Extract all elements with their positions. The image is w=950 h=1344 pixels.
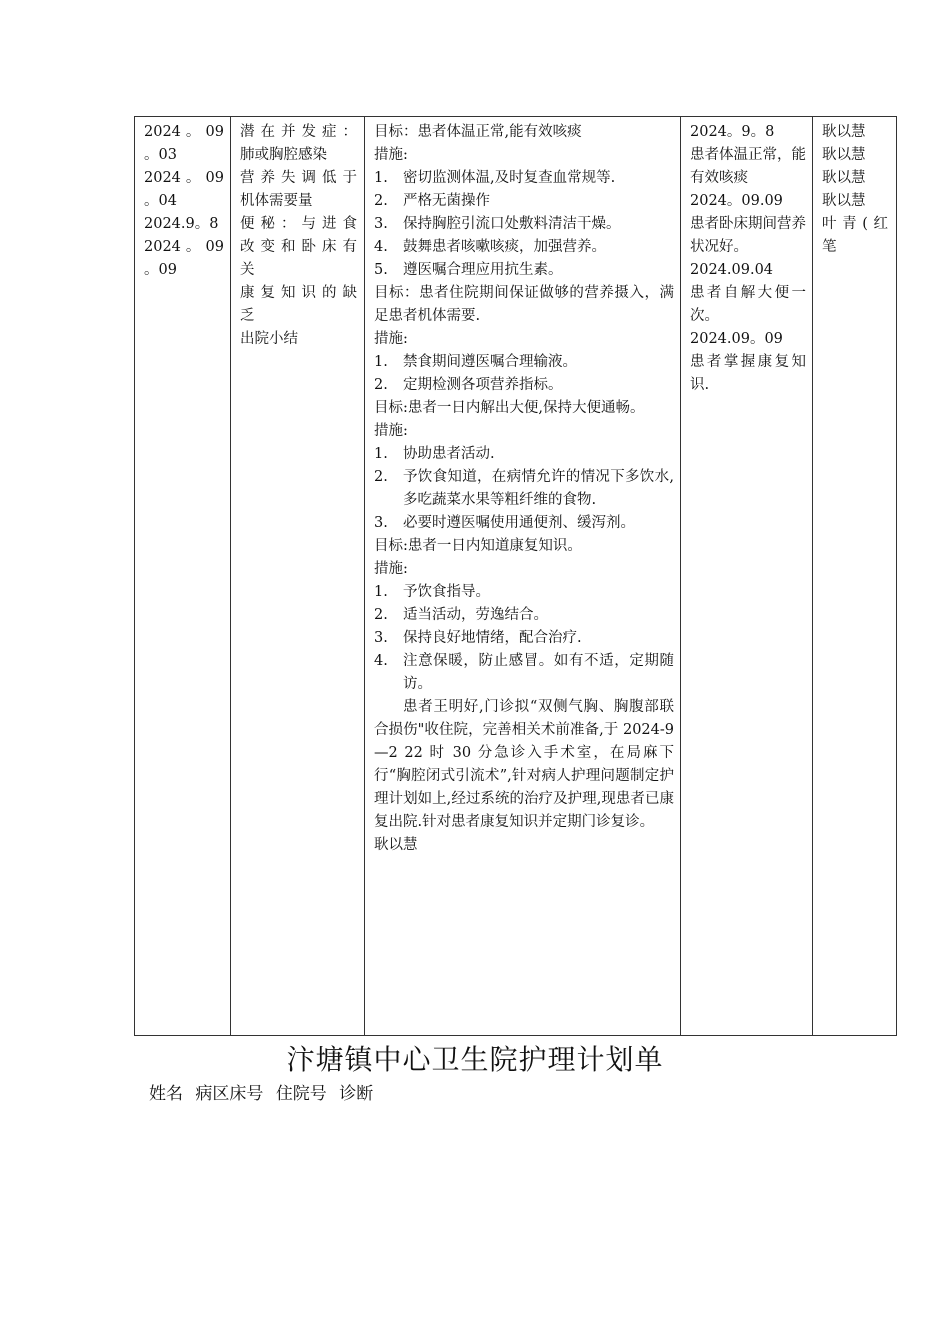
date-cell: 2024.9。8: [144, 216, 219, 232]
goal-text: 目标：患者体温正常,能有效咳痰: [374, 124, 582, 140]
measure-text: 注意保暖，防止感冒。如有不适，定期随访。: [403, 653, 674, 692]
measure-text: 予饮食指导。: [403, 584, 490, 600]
measure-number: 2.: [374, 607, 388, 623]
measure-number: 2.: [374, 193, 388, 209]
problem-line: 出院小结: [240, 331, 298, 347]
nurse-signature: 耿以慧: [374, 837, 418, 853]
measure-text: 保持良好地情绪，配合治疗.: [403, 630, 582, 646]
column-divider: [364, 117, 365, 1035]
document-title: 汴塘镇中心卫生院护理计划单: [286, 1043, 664, 1076]
date-cell: 2024 。 09: [144, 124, 224, 140]
name-label: 姓名: [149, 1084, 183, 1104]
measure-number: 1.: [374, 354, 388, 370]
signature-line: 耿以慧: [822, 170, 866, 186]
problem-line: 便秘：与进食: [240, 216, 357, 232]
measure-text: 密切监测体温,及时复查血常规等.: [403, 170, 616, 186]
measure-number: 4.: [374, 653, 388, 669]
evaluation-date: 2024。09.09: [690, 193, 783, 209]
date-cell: 。04: [144, 193, 177, 209]
column-divider: [812, 117, 813, 1035]
measure-text: 予饮食知道，在病情允许的情况下多饮水,多吃蔬菜水果等粗纤维的食物.: [403, 469, 674, 508]
column-divider: [680, 117, 681, 1035]
signature-line: 耿以慧: [822, 147, 866, 163]
discharge-summary: 患者王明好,门诊拟“双侧气胸、胸腹部联合损伤"收住院，完善相关术前准备,于 2024-9—2 22 时 30 分急诊入手术室，在局麻下行“胸腔闭式引流术”,针对病人护理问题制定护理计划如上,经过系统的治疗及护理,现患者已康复出院.针对患者康复知识并定期门诊复诊。: [374, 699, 674, 830]
ward-bed-label: 病区床号: [195, 1084, 264, 1104]
measure-number: 2.: [374, 377, 388, 393]
goals-measures-column: [374, 121, 674, 857]
evaluation-date: 2024。9。8: [690, 124, 775, 140]
signature-line: 笔: [822, 239, 837, 255]
date-column: [144, 121, 224, 282]
measure-number: 1.: [374, 446, 388, 462]
date-cell: 。09: [144, 262, 177, 278]
measure-number: 2.: [374, 469, 388, 485]
problem-line: 乏: [240, 308, 255, 324]
problem-line: 营养失调低于: [240, 170, 357, 186]
signature-line: 耿以慧: [822, 124, 866, 140]
measure-number: 3.: [374, 216, 388, 232]
diagnosis-label: 诊断: [339, 1084, 374, 1104]
measure-number: 3.: [374, 630, 388, 646]
problem-line: 潜在并发症：: [240, 124, 357, 140]
measure-item: [374, 190, 674, 213]
measure-item: [374, 512, 674, 535]
problem-line: 机体需要量: [240, 193, 313, 209]
measure-item: [374, 581, 674, 604]
measure-item: [374, 351, 674, 374]
column-divider: [230, 117, 231, 1035]
evaluation-column: [690, 121, 806, 397]
measure-item: [374, 167, 674, 190]
problem-column: [240, 121, 357, 351]
nursing-plan-table: [134, 116, 897, 1036]
measure-item: [374, 627, 674, 650]
problem-line: 康复知识的缺: [240, 285, 357, 301]
measure-text: 禁食期间遵医嘱合理输液。: [403, 354, 577, 370]
evaluation-date: 2024.09.04: [690, 262, 774, 278]
date-cell: 。03: [144, 147, 177, 163]
signature-line: 耿以慧: [822, 193, 866, 209]
measures-label: 措施:: [374, 561, 408, 577]
evaluation-text: 患者自解大便一次。: [690, 285, 806, 324]
date-cell: 2024 。 09: [144, 170, 224, 186]
measure-text: 定期检测各项营养指标。: [403, 377, 563, 393]
measure-item: [374, 236, 674, 259]
measure-text: 鼓舞患者咳嗽咳痰，加强营养。: [403, 239, 606, 255]
measure-text: 适当活动，劳逸结合。: [403, 607, 548, 623]
admission-number-label: 住院号: [275, 1084, 327, 1104]
measure-text: 严格无菌操作: [403, 193, 490, 209]
measure-text: 保持胸腔引流口处敷料清洁干燥。: [403, 216, 621, 232]
date-cell: 2024 。 09: [144, 239, 224, 255]
measure-item: [374, 374, 674, 397]
evaluation-text: 患者卧床期间营养状况好。: [690, 216, 806, 255]
measure-item: [374, 443, 674, 466]
measure-number: 3.: [374, 515, 388, 531]
goal-text: 目标:患者一日内解出大便,保持大便通畅。: [374, 400, 645, 416]
measure-text: 协助患者活动.: [403, 446, 495, 462]
measure-number: 4.: [374, 239, 388, 255]
problem-line: 改变和卧床有: [240, 239, 357, 255]
measure-item: [374, 466, 674, 512]
measure-item: [374, 213, 674, 236]
patient-info-line: [149, 1082, 380, 1106]
measure-item: [374, 650, 674, 696]
signature-line: 叶青(红: [822, 216, 888, 232]
problem-line: 肺或胸腔感染: [240, 147, 327, 163]
evaluation-text: 患者掌握康复知识.: [690, 354, 806, 393]
problem-line: 关: [240, 262, 255, 278]
measure-item: [374, 604, 674, 627]
measure-text: 遵医嘱合理应用抗生素。: [403, 262, 563, 278]
measures-label: 措施:: [374, 423, 408, 439]
signature-column: [822, 121, 888, 259]
evaluation-text: 患者体温正常，能有效咳痰: [690, 147, 806, 186]
measure-number: 1.: [374, 170, 388, 186]
evaluation-date: 2024.09。09: [690, 331, 783, 347]
measure-text: 必要时遵医嘱使用通便剂、缓泻剂。: [403, 515, 635, 531]
measures-label: 措施:: [374, 331, 408, 347]
measure-number: 5.: [374, 262, 388, 278]
measures-label: 措施:: [374, 147, 408, 163]
measure-number: 1.: [374, 584, 388, 600]
goal-text: 目标：患者住院期间保证做够的营养摄入，满足患者机体需要.: [374, 285, 674, 324]
goal-text: 目标:患者一日内知道康复知识。: [374, 538, 582, 554]
measure-item: [374, 259, 674, 282]
